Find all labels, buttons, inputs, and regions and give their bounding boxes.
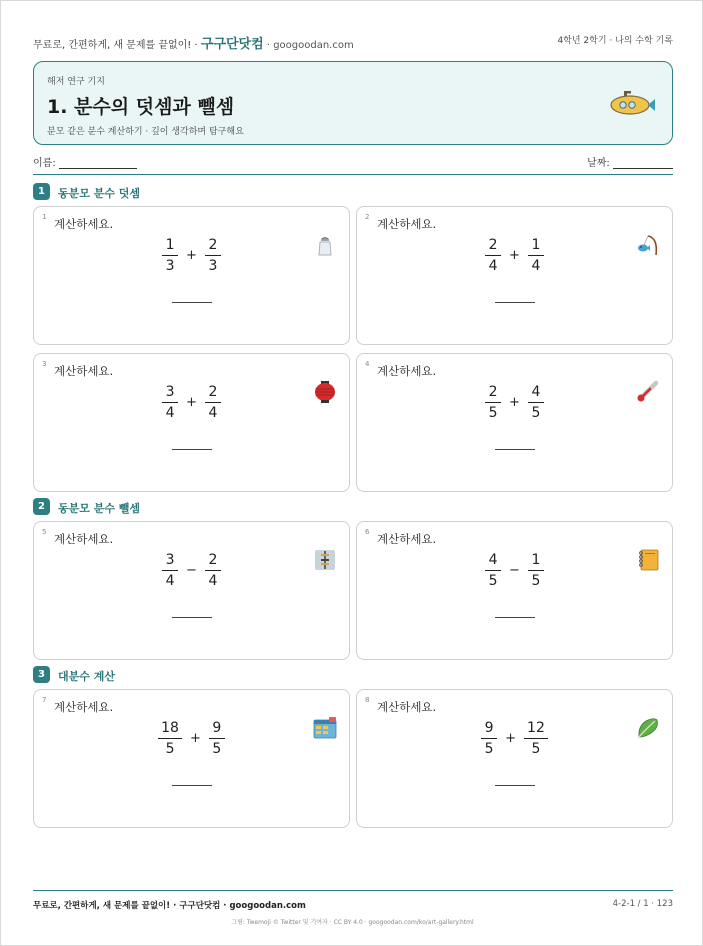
name-blank[interactable] bbox=[59, 168, 137, 169]
operator: − bbox=[186, 563, 197, 578]
page-subtitle: 분모 같은 분수 계산하기 · 깊이 생각하며 탐구해요 bbox=[47, 127, 244, 137]
problem-prompt: 계산하세요. bbox=[54, 364, 114, 378]
problem-card bbox=[356, 206, 673, 345]
denominator: 4 bbox=[165, 405, 175, 421]
fraction bbox=[205, 552, 221, 589]
problem-prompt: 계산하세요. bbox=[377, 217, 437, 231]
fraction bbox=[524, 720, 548, 757]
fraction bbox=[209, 720, 225, 757]
denominator: 3 bbox=[208, 258, 218, 274]
site-url: · googoodan.com bbox=[263, 40, 354, 51]
fraction bbox=[162, 552, 178, 589]
numerator: 1 bbox=[162, 237, 178, 256]
fraction bbox=[158, 720, 182, 757]
problem-card bbox=[33, 353, 350, 492]
expression bbox=[34, 720, 349, 762]
name-field[interactable] bbox=[33, 154, 137, 169]
denominator: 3 bbox=[165, 258, 175, 274]
page-footer bbox=[33, 890, 673, 920]
denominator: 4 bbox=[208, 573, 218, 589]
numerator: 12 bbox=[524, 720, 548, 739]
denominator: 5 bbox=[488, 405, 498, 421]
date-field[interactable] bbox=[587, 154, 673, 169]
answer-blank[interactable] bbox=[495, 785, 535, 786]
fraction bbox=[205, 237, 221, 274]
problem-number: 7 bbox=[42, 696, 47, 704]
fraction bbox=[162, 384, 178, 421]
section-title: 동분모 분수 뺄셈 bbox=[58, 502, 141, 515]
title-box bbox=[33, 61, 673, 145]
fraction bbox=[162, 237, 178, 274]
fraction bbox=[528, 237, 544, 274]
numerator: 9 bbox=[209, 720, 225, 739]
denominator: 5 bbox=[531, 405, 541, 421]
image-credit: 그림: Twemoji © Twitter 및 기여자 · CC BY 4.0 · googoodan.com/ko/art-gallery.html bbox=[231, 919, 474, 926]
problem-card bbox=[356, 353, 673, 492]
problem-card bbox=[33, 521, 350, 660]
denominator: 4 bbox=[165, 573, 175, 589]
section-title: 동분모 분수 덧셈 bbox=[58, 187, 141, 200]
slogan: 무료로, 간편하게, 새 문제를 끝없이! · bbox=[33, 40, 201, 51]
section-number: 3 bbox=[33, 666, 50, 683]
expression bbox=[357, 720, 672, 762]
fraction bbox=[485, 552, 501, 589]
fraction bbox=[485, 384, 501, 421]
problem-number: 6 bbox=[365, 528, 370, 536]
answer-blank[interactable] bbox=[172, 617, 212, 618]
page-number: 4-2-1 / 1 · 123 bbox=[612, 899, 673, 909]
numerator: 3 bbox=[162, 384, 178, 403]
denominator: 5 bbox=[165, 741, 175, 757]
answer-blank[interactable] bbox=[495, 617, 535, 618]
date-blank[interactable] bbox=[613, 168, 673, 169]
numerator: 2 bbox=[485, 237, 501, 256]
numerator: 2 bbox=[205, 237, 221, 256]
denominator: 5 bbox=[484, 741, 494, 757]
numerator: 3 bbox=[162, 552, 178, 571]
brand-name: 구구단닷컴 bbox=[200, 37, 264, 52]
operator: + bbox=[186, 395, 197, 410]
top-bar-left bbox=[33, 33, 354, 52]
page-title: 1. 분수의 덧셈과 뺄셈 bbox=[47, 96, 235, 118]
numerator: 2 bbox=[205, 552, 221, 571]
operator: + bbox=[505, 731, 517, 746]
denominator: 5 bbox=[531, 573, 541, 589]
course-label: 4학년 2학기 · 나의 수학 기록 bbox=[557, 36, 673, 46]
problem-number: 2 bbox=[365, 213, 370, 221]
footer-slogan: 무료로, 간편하게, 새 문제를 끝없이! · 구구단닷컴 · googoodan.com bbox=[33, 901, 306, 911]
problem-prompt: 계산하세요. bbox=[377, 532, 437, 546]
fraction bbox=[528, 552, 544, 589]
operator: + bbox=[189, 731, 201, 746]
numerator: 4 bbox=[485, 552, 501, 571]
operator: + bbox=[509, 395, 520, 410]
problem-card bbox=[356, 521, 673, 660]
denominator: 5 bbox=[488, 573, 498, 589]
fraction bbox=[485, 237, 501, 274]
denominator: 5 bbox=[531, 741, 541, 757]
operator: + bbox=[509, 248, 520, 263]
expression bbox=[357, 237, 672, 279]
expression bbox=[34, 237, 349, 279]
problem-prompt: 계산하세요. bbox=[54, 700, 114, 714]
section-number: 2 bbox=[33, 498, 50, 515]
problem-prompt: 계산하세요. bbox=[54, 217, 114, 231]
problem-number: 5 bbox=[42, 528, 47, 536]
name-label: 이름: bbox=[33, 158, 56, 169]
numerator: 2 bbox=[205, 384, 221, 403]
problem-card bbox=[33, 206, 350, 345]
problem-number: 1 bbox=[42, 213, 47, 221]
answer-blank[interactable] bbox=[172, 449, 212, 450]
answer-blank[interactable] bbox=[495, 449, 535, 450]
fraction bbox=[205, 384, 221, 421]
answer-blank[interactable] bbox=[495, 302, 535, 303]
numerator: 18 bbox=[158, 720, 182, 739]
denominator: 5 bbox=[212, 741, 222, 757]
numerator: 4 bbox=[528, 384, 544, 403]
expression bbox=[357, 552, 672, 594]
answer-blank[interactable] bbox=[172, 785, 212, 786]
section-number: 1 bbox=[33, 183, 50, 200]
date-label: 날짜: bbox=[587, 158, 610, 169]
fraction bbox=[481, 720, 497, 757]
problem-number: 3 bbox=[42, 360, 47, 368]
numerator: 9 bbox=[481, 720, 497, 739]
expression bbox=[357, 384, 672, 426]
expression bbox=[34, 384, 349, 426]
theme-label: 해저 연구 기지 bbox=[47, 77, 105, 87]
section-title: 대분수 계산 bbox=[58, 670, 115, 683]
top-bar bbox=[33, 31, 673, 51]
problem-prompt: 계산하세요. bbox=[54, 532, 114, 546]
answer-blank[interactable] bbox=[172, 302, 212, 303]
denominator: 4 bbox=[531, 258, 541, 274]
denominator: 4 bbox=[488, 258, 498, 274]
numerator: 2 bbox=[485, 384, 501, 403]
operator: + bbox=[186, 248, 197, 263]
denominator: 4 bbox=[208, 405, 218, 421]
operator: − bbox=[509, 563, 520, 578]
problem-number: 8 bbox=[365, 696, 370, 704]
name-date-bar bbox=[33, 151, 673, 175]
submarine-icon bbox=[610, 89, 656, 117]
problem-prompt: 계산하세요. bbox=[377, 364, 437, 378]
numerator: 1 bbox=[528, 237, 544, 256]
expression bbox=[34, 552, 349, 594]
problem-card bbox=[33, 689, 350, 828]
problem-prompt: 계산하세요. bbox=[377, 700, 437, 714]
problem-card bbox=[356, 689, 673, 828]
fraction bbox=[528, 384, 544, 421]
problem-number: 4 bbox=[365, 360, 370, 368]
numerator: 1 bbox=[528, 552, 544, 571]
